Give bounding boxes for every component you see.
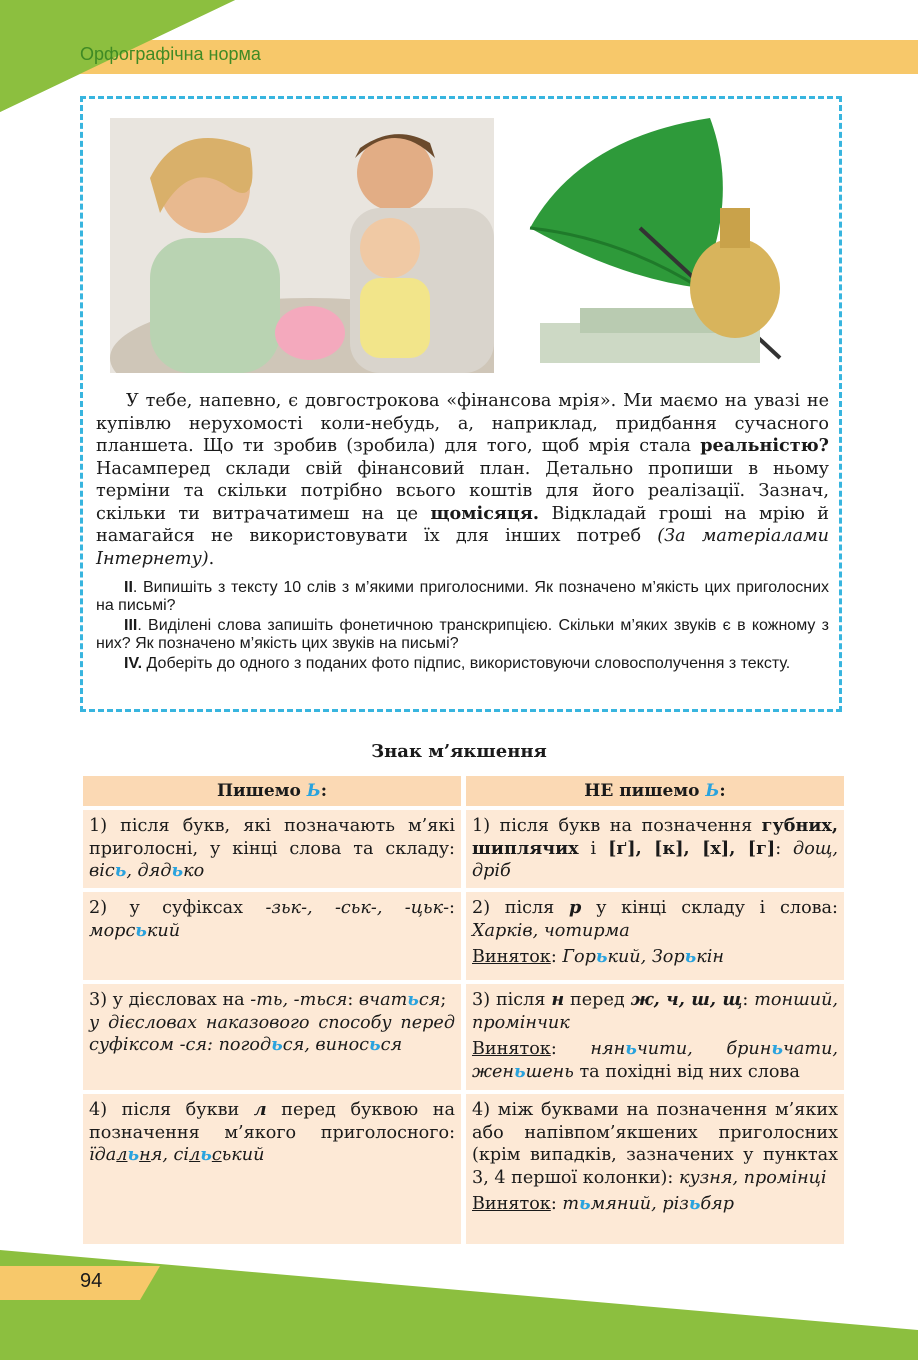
- task-list: [96, 579, 829, 675]
- rule-text: 1) після букв на позначення: [472, 816, 762, 836]
- table-title: Знак м’якшення: [371, 741, 547, 762]
- example: Харків, чотирма: [472, 920, 630, 941]
- main-text: [96, 390, 829, 570]
- rule-text: 2) у суфіксах: [89, 898, 266, 918]
- task-item: [96, 617, 829, 653]
- rule-text: :: [347, 990, 359, 1010]
- task-number: III: [124, 617, 138, 634]
- example: вісь, дядько: [89, 860, 205, 881]
- rule-text: 4) після букви: [89, 1100, 254, 1120]
- rule-text: :: [775, 838, 794, 859]
- header-colon: :: [719, 781, 726, 801]
- task-number: II: [124, 579, 133, 596]
- rule-text: :: [449, 898, 455, 918]
- table-cell-left-4: [83, 1094, 461, 1244]
- letters: ж, ч, ш, щ: [630, 989, 743, 1010]
- rule-text: 1) після букв, які позначають м’які приголосні, у кінці слова та складу:: [89, 816, 455, 859]
- table-header-right: [466, 776, 844, 806]
- exception-label: Виняток: [472, 1194, 551, 1214]
- table-cell-right-2: 2) після р у кінці складу і слова: Харків, чотирма Виняток: Горький, Зорькін: [466, 892, 844, 980]
- section-title: Орфографічна норма: [80, 44, 261, 64]
- soft-sign-letter: Ь: [306, 781, 321, 801]
- example: кузня, промінці: [678, 1167, 827, 1188]
- letter: л: [253, 1099, 267, 1120]
- task-text: Доберіть до одного з поданих фото підпис, використовуючи словосполучення з тексту.: [142, 655, 791, 672]
- rule-text: 3) після: [472, 990, 552, 1010]
- example: дощ, дріб: [472, 838, 838, 881]
- table-header-left: [83, 776, 461, 806]
- text-part-2: Насамперед склади свій фінансовий план. Детально пропиши в ньому терміни та скільки потрібно всього коштів для його реалізації. Зазнач, скільки ти витрачатимеш на це: [96, 458, 829, 524]
- rule-text: перед буквою на позначення м’якого приголосного:: [89, 1100, 455, 1143]
- rule-text: :: [742, 990, 755, 1010]
- exception-label: Виняток: [472, 1039, 551, 1059]
- rule-text: перед: [564, 990, 631, 1010]
- rule-text: 4) між буквами на позначення м’яких або напівпом’якшених приголосних (крім випадків, зазначених у пунктах 3, 4 першої колонки):: [472, 1100, 838, 1188]
- exception-label: Виняток: [472, 947, 551, 967]
- text-part-3: Відкладай гроші на мрію й намагайся не використовувати їх для інших потреб: [96, 503, 829, 546]
- umbrella-money-illustration: [520, 118, 820, 373]
- letter: н: [551, 989, 565, 1010]
- exception-example: няньчити, бриньчати,: [590, 1038, 838, 1059]
- example: морський: [89, 919, 181, 941]
- example: тонший, промінчик: [472, 990, 838, 1033]
- table-cell-right-1: [466, 810, 844, 888]
- rule-bold: [ґ], [к], [х], [г]: [608, 837, 776, 859]
- footer-decoration: [0, 1240, 918, 1360]
- table-cell-left-3: 3) у дієсловах на -ть, -ться: вчаться; у дієсловах наказового способу перед суфіксом -ся: погодься, виносься: [83, 984, 461, 1090]
- table-cell-left-1: [83, 810, 461, 888]
- family-photo: [110, 118, 494, 373]
- ending-list: -ть, -ться: [250, 990, 348, 1010]
- exception-example: тьмяний, різьбяр: [562, 1193, 735, 1214]
- table-cell-right-4: 4) між буквами на позначення м’яких або напівпом’якшених приголосних (крім випадків, зазначених у пунктах 3, 4 першої колонки): кузня, промінці Виняток: тьмяний, різьбяр: [466, 1094, 844, 1244]
- rule-bold: губних, шиплячих: [472, 815, 838, 859]
- rule-text: та похідні від них слова: [573, 1061, 800, 1082]
- family-photo-illustration: [110, 118, 494, 373]
- text-part-1: У тебе, напевно, є довгострокова «фінансова мрія». Ми маємо на увазі не купівлю нерухомості коли-небудь, а, наприклад, придбання сучасного планшета. Що ти зробив (зробила) для того, щоб мрія стала: [96, 391, 829, 456]
- task-text: . Випишіть з тексту 10 слів з м’якими приголосними. Як позначено м’якість цих приголосних на письмі?: [96, 579, 829, 614]
- example: вчаться: [358, 989, 441, 1010]
- rule-text: у дієсловах наказового способу перед суфіксом -ся:: [89, 1012, 455, 1055]
- source-note: (За матеріалами Інтернету): [96, 526, 829, 569]
- exception-example: женьшень: [472, 1060, 574, 1082]
- page-number: 94: [80, 1270, 103, 1292]
- table-cell-right-3: 3) після н перед ж, ч, ш, щ: тонший, промінчик Виняток: няньчити, бриньчати, женьшень та похідні від них слова: [466, 984, 844, 1090]
- highlighted-word-1: реальністю?: [700, 435, 829, 456]
- umbrella-photo: [520, 118, 820, 373]
- task-text: . Виділені слова запишіть фонетичною транскрипцією. Скільки м’яких звуків є в кожному з них? Як позначено м’якість цих звуків на письмі?: [96, 617, 829, 652]
- soft-sign-letter: Ь: [705, 781, 720, 801]
- header-label: Пишемо: [216, 781, 307, 801]
- table-cell-left-2: [83, 892, 461, 980]
- rule-text: 3) у дієсловах на: [89, 990, 251, 1010]
- highlighted-word-2: щомісяця.: [430, 502, 540, 524]
- task-number: IV.: [124, 655, 143, 672]
- task-item: [96, 655, 829, 673]
- exception-example: Горький, Зорькін: [562, 946, 724, 967]
- rule-text: і: [578, 838, 609, 859]
- rule-text: у кінці складу і слова:: [581, 898, 838, 918]
- letter: р: [569, 897, 582, 918]
- task-item: [96, 579, 829, 615]
- header-colon: :: [320, 781, 328, 801]
- example: їдальня, сільський: [89, 1144, 265, 1165]
- suffix-list: -зьк-, -ськ-, -цьк-: [265, 898, 450, 918]
- header-label: НЕ пишемо: [584, 781, 706, 801]
- text-end: .: [208, 548, 215, 569]
- rule-text: 2) після: [472, 898, 570, 918]
- example: погодься, виносься: [218, 1034, 403, 1055]
